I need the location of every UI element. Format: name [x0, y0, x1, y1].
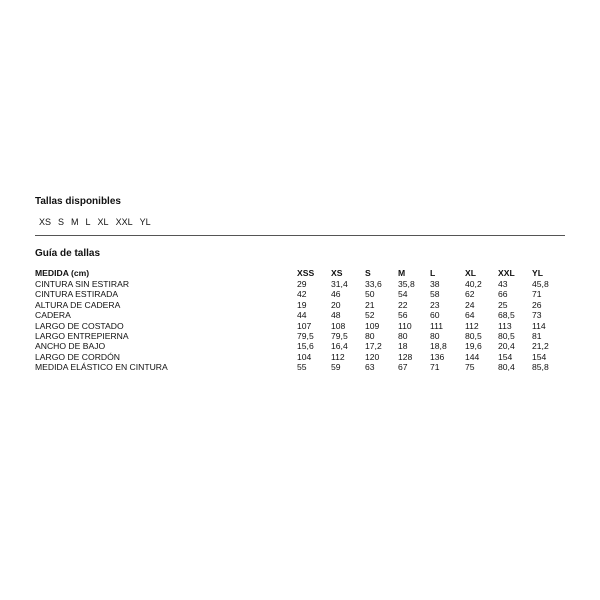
table-cell: 63 — [365, 362, 375, 373]
table-cell: 19 — [297, 299, 307, 310]
table-cell: 18,8 — [430, 341, 447, 352]
table-cell: 19,6 — [465, 341, 482, 352]
table-cell: 62 — [465, 289, 475, 300]
table-cell: 46 — [331, 289, 341, 300]
table-row — [34, 321, 561, 331]
header-measure: MEDIDA (cm) — [35, 268, 90, 278]
table-cell: 136 — [430, 351, 445, 362]
table-cell: 112 — [465, 320, 479, 331]
row-label: LARGO ENTREPIERNA — [35, 330, 129, 341]
size-option-xl: XL — [97, 217, 109, 227]
header-s: S — [365, 268, 371, 278]
table-cell: 20 — [331, 299, 341, 310]
table-cell: 42 — [297, 289, 307, 300]
table-cell: 29 — [297, 278, 307, 289]
row-label: CADERA — [35, 310, 71, 321]
table-cell: 112 — [331, 351, 345, 362]
size-option-m: M — [71, 217, 79, 227]
header-xl: XL — [465, 268, 476, 278]
table-cell: 44 — [297, 310, 307, 321]
available-sizes-list — [39, 217, 151, 227]
table-cell: 23 — [430, 299, 440, 310]
header-xss: XSS — [297, 268, 315, 278]
table-row — [34, 331, 561, 341]
table-cell: 81 — [532, 330, 542, 341]
table-cell: 17,2 — [365, 341, 382, 352]
table-cell: 85,8 — [532, 362, 549, 373]
table-cell: 120 — [365, 351, 380, 362]
table-cell: 75 — [465, 362, 475, 373]
table-cell: 73 — [532, 310, 542, 321]
table-cell: 16,4 — [331, 341, 348, 352]
table-cell: 60 — [430, 310, 440, 321]
size-option-s: S — [58, 217, 65, 227]
size-option-yl: YL — [139, 217, 151, 227]
size-option-xs: XS — [39, 217, 52, 227]
row-label: MEDIDA ELÁSTICO EN CINTURA — [35, 362, 168, 373]
size-option-xxl: XXL — [115, 217, 133, 227]
table-cell: 20,4 — [498, 341, 515, 352]
table-cell: 154 — [532, 351, 547, 362]
size-option-l: L — [85, 217, 91, 227]
table-row — [34, 279, 561, 289]
table-cell: 71 — [532, 289, 542, 300]
table-cell: 80,5 — [465, 330, 482, 341]
table-cell: 144 — [465, 351, 480, 362]
table-row — [34, 362, 561, 372]
table-cell: 104 — [297, 351, 312, 362]
header-l: L — [430, 268, 436, 278]
table-cell: 71 — [430, 362, 440, 373]
table-cell: 59 — [331, 362, 341, 373]
table-cell: 109 — [365, 320, 380, 331]
table-cell: 107 — [297, 320, 312, 331]
table-cell: 22 — [398, 299, 408, 310]
table-cell: 38 — [430, 278, 440, 289]
table-cell: 128 — [398, 351, 413, 362]
table-cell: 58 — [430, 289, 440, 300]
table-cell: 15,6 — [297, 341, 314, 352]
size-guide-title: Guía de tallas — [35, 248, 101, 259]
table-cell: 50 — [365, 289, 375, 300]
section-divider — [35, 235, 565, 236]
row-label: ALTURA DE CADERA — [35, 299, 121, 310]
table-row — [34, 352, 561, 362]
table-cell: 18 — [398, 341, 408, 352]
table-cell: 64 — [465, 310, 475, 321]
table-cell: 40,2 — [465, 278, 482, 289]
table-cell: 54 — [398, 289, 408, 300]
row-label: ANCHO DE BAJO — [35, 341, 106, 352]
table-cell: 52 — [365, 310, 375, 321]
table-cell: 55 — [297, 362, 307, 373]
header-m: M — [398, 268, 406, 278]
table-row — [34, 300, 561, 310]
table-row — [34, 289, 561, 299]
header-yl: YL — [532, 268, 543, 278]
table-cell: 80,5 — [498, 330, 515, 341]
table-cell: 33,6 — [365, 278, 382, 289]
table-row — [34, 341, 561, 351]
table-cell: 111 — [430, 320, 444, 331]
table-cell: 80 — [398, 330, 408, 341]
row-label: LARGO DE CORDÓN — [35, 351, 120, 362]
table-cell: 48 — [331, 310, 341, 321]
table-cell: 35,8 — [398, 278, 415, 289]
table-cell: 110 — [398, 320, 412, 331]
table-cell: 114 — [532, 320, 546, 331]
table-cell: 79,5 — [297, 330, 314, 341]
table-cell: 21 — [365, 299, 375, 310]
table-cell: 80,4 — [498, 362, 515, 373]
table-cell: 24 — [465, 299, 475, 310]
table-cell: 56 — [398, 310, 408, 321]
size-guide-table — [34, 268, 561, 373]
table-cell: 43 — [498, 278, 508, 289]
table-cell: 31,4 — [331, 278, 348, 289]
table-cell: 79,5 — [331, 330, 348, 341]
table-cell: 108 — [331, 320, 346, 331]
row-label: CINTURA ESTIRADA — [35, 289, 119, 300]
row-label: LARGO DE COSTADO — [35, 320, 124, 331]
table-cell: 80 — [430, 330, 440, 341]
table-cell: 68,5 — [498, 310, 515, 321]
table-cell: 113 — [498, 320, 512, 331]
table-row — [34, 310, 561, 320]
available-sizes-title: Tallas disponibles — [35, 196, 121, 207]
table-cell: 66 — [498, 289, 508, 300]
header-xxl: XXL — [498, 268, 515, 278]
table-cell: 67 — [398, 362, 408, 373]
table-cell: 25 — [498, 299, 508, 310]
header-xs: XS — [331, 268, 343, 278]
table-cell: 45,8 — [532, 278, 549, 289]
table-cell: 154 — [498, 351, 513, 362]
table-cell: 80 — [365, 330, 375, 341]
table-header-row — [34, 268, 561, 279]
table-cell: 26 — [532, 299, 542, 310]
table-cell: 21,2 — [532, 341, 549, 352]
row-label: CINTURA SIN ESTIRAR — [35, 278, 130, 289]
